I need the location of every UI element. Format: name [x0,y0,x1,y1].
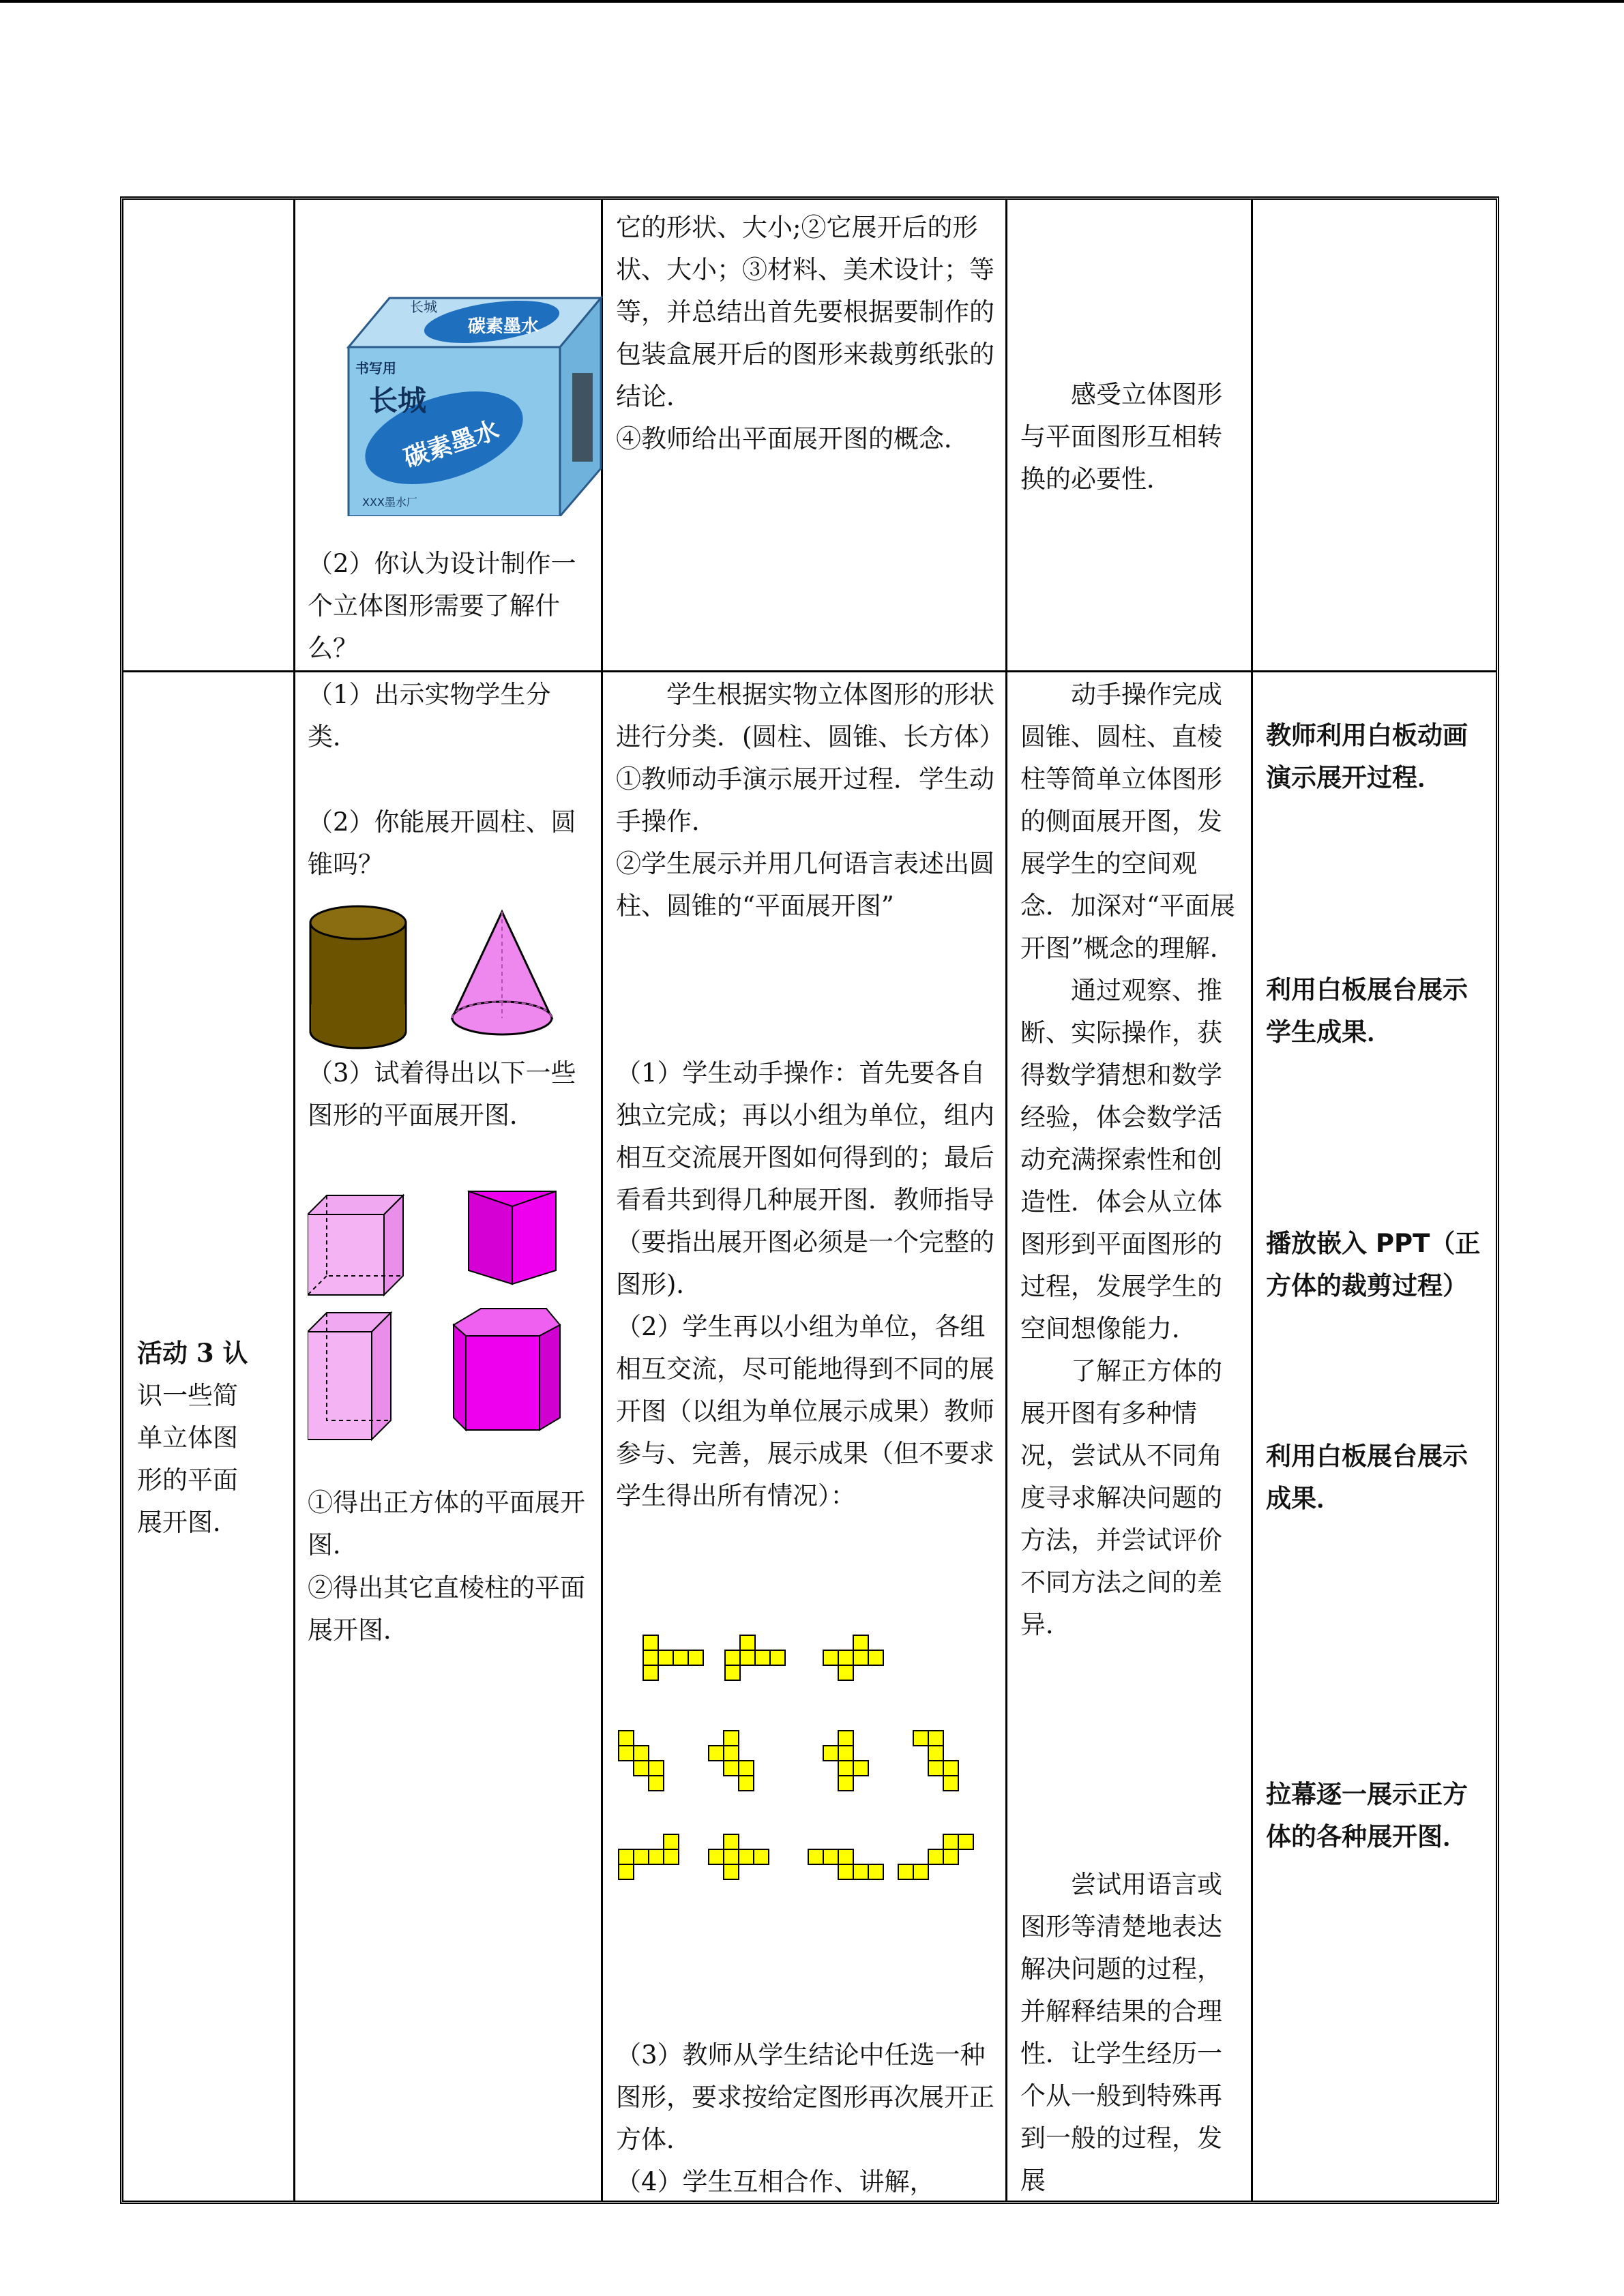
cylinder-shape [310,906,406,1048]
triangular-prism-shape [469,1191,556,1284]
box-top-brand: 长城 [410,299,437,315]
activity-line-3: 单立体图 [137,1423,238,1452]
row2-col3-p1: 学生根据实物立体图形的形状进行分类．(圆柱、圆锥、长方体） [616,680,1005,751]
row2-col4-p1: 动手操作完成圆锥、圆柱、直棱柱等简单立体图形的侧面展开图，发展学生的空间观念．加深对“平面展开图”概念的理解． [1020,680,1235,963]
ink-box-illustration [342,284,609,516]
row2-col5-p4: 利用白板展台展示成果． [1266,1442,1468,1513]
row1-col2-question: （2）你认为设计制作一个立体图形需要了解什么？ [308,549,576,663]
col-divider [1005,200,1007,2201]
box-side-text: 书写用 [355,360,396,376]
row2-col3-p4: （1）学生动手操作：首先要各自独立完成；再以小组为单位，组内相互交流展开图如何得到的；最后看看共到得几种展开图．教师指导（要指出展开图必须是一个完整的图形)． [616,1058,994,1299]
col-divider [1251,200,1253,2201]
cylinder-cone-figure [308,902,574,1052]
cube-net-1 [643,1635,703,1680]
row2-col2-p3: （3）试着得出以下一些图形的平面展开图． [308,1058,576,1130]
row2-col5-p2: 利用白板展台展示学生成果． [1266,975,1468,1047]
cube-net-4 [619,1731,664,1791]
row2-col3-p5: （2）学生再以小组为单位，各组相互交流，尽可能地得到不同的展开图（以组为单位展示成果）教师参与、完善，展示成果（但不要求学生得出所有情况）： [616,1312,994,1510]
row2-col3-group-c [616,2034,998,2203]
page-top-rule [0,0,1624,3]
cone-shape [452,912,552,1034]
activity-line-1: 活动 3 认 [137,1338,248,1368]
box-top-text: 碳素墨水 [468,316,540,337]
box-main-text: 碳素墨水 [400,416,503,473]
row2-col4-p2: 通过观察、推断、实际操作，获得数学猜想和数学经验，体会数学活动充满探索性和创造性．体会从立体图形到平面图形的过程，发展学生的空间想像能力． [1020,976,1222,1343]
row2-col3-group-a [616,674,1005,927]
cube-net-8 [619,1834,679,1879]
row1-col3-p2: ④教师给出平面展开图的概念． [616,424,969,453]
cube-net-11 [898,1834,973,1879]
pentagonal-prism-shape [454,1309,560,1430]
row2-col5-p1: 教师利用白板动画演示展开过程． [1266,721,1468,792]
row2-col3-p2: ①教师动手演示展开过程．学生动手操作． [616,764,994,836]
box-brand-text: 长城 [369,384,427,417]
row-divider [123,670,1496,672]
row1-col4 [1020,374,1242,501]
row2-col2-p1: （1）出示实物学生分类． [308,680,551,751]
row2-col4 [1020,674,1242,1646]
lesson-table [120,196,1499,2204]
cube-net-9 [709,1834,769,1879]
row2-col2-p4: ①得出正方体的平面展开图． [308,1488,585,1560]
row2-col5-p5: 拉幕逐一展示正方体的各种展开图． [1266,1780,1468,1851]
row2-col3-p6: （3）教师从学生结论中任选一种图形，要求按给定图形再次展开正方体． [616,2040,994,2154]
row2-activity-title [137,1332,287,1544]
cube-net-2 [725,1635,785,1680]
row2-col2-p2: （2）你能展开圆柱、圆锥吗？ [308,807,576,879]
row2-col4-p4: 尝试用语言或图形等清楚地表达解决问题的过程，并解释结果的合理性．让学生经历一个从一般到特殊再到一般的过程，发展 [1020,1870,1222,2195]
col-divider [293,200,295,2201]
row2-col4-p3: 了解正方体的展开图有多种情况，尝试从不同角度寻求解决问题的方法，并尝试评价不同方法之间的差异． [1020,1356,1222,1639]
box-bottom-text: XXX墨水厂 [362,496,417,509]
activity-line-4: 形的平面 [137,1465,238,1495]
cube-net-7 [913,1731,958,1791]
row1-col3-p1: 它的形状、大小;②它展开后的形状、大小；③材料、美术设计；等等，并总结出首先要根据要制作的包装盒展开后的图形来裁剪纸张的结论． [616,213,994,411]
cube-net-10 [808,1849,883,1879]
row2-col3-p7: （4）学生互相合作、讲解， [616,2167,935,2196]
cube-net-6 [823,1731,868,1791]
rectangular-prism-shape [308,1313,391,1440]
row2-col5-p3: 播放嵌入 PPT（正方体的裁剪过程） [1266,1229,1481,1300]
cube-net-5 [709,1731,754,1791]
row1-col3 [616,207,998,460]
prisms-figure [308,1189,580,1448]
row1-col4-p1: 感受立体图形与平面图形互相转换的必要性． [1020,380,1222,494]
row2-col3-group-b [616,1052,998,1517]
activity-line-2: 识一些简 [137,1381,238,1410]
cube-nets-figure [616,1628,998,1983]
row2-col3-p3: ②学生展示并用几何语言表述出圆柱、圆锥的“平面展开图” [616,849,994,921]
cube-net-3 [823,1635,883,1680]
row2-col4-lower [1020,1864,1242,2202]
activity-line-5: 展开图． [137,1508,238,1537]
cube-shape [308,1195,403,1295]
row2-col2-p5: ②得出其它直棱柱的平面展开图． [308,1573,585,1645]
